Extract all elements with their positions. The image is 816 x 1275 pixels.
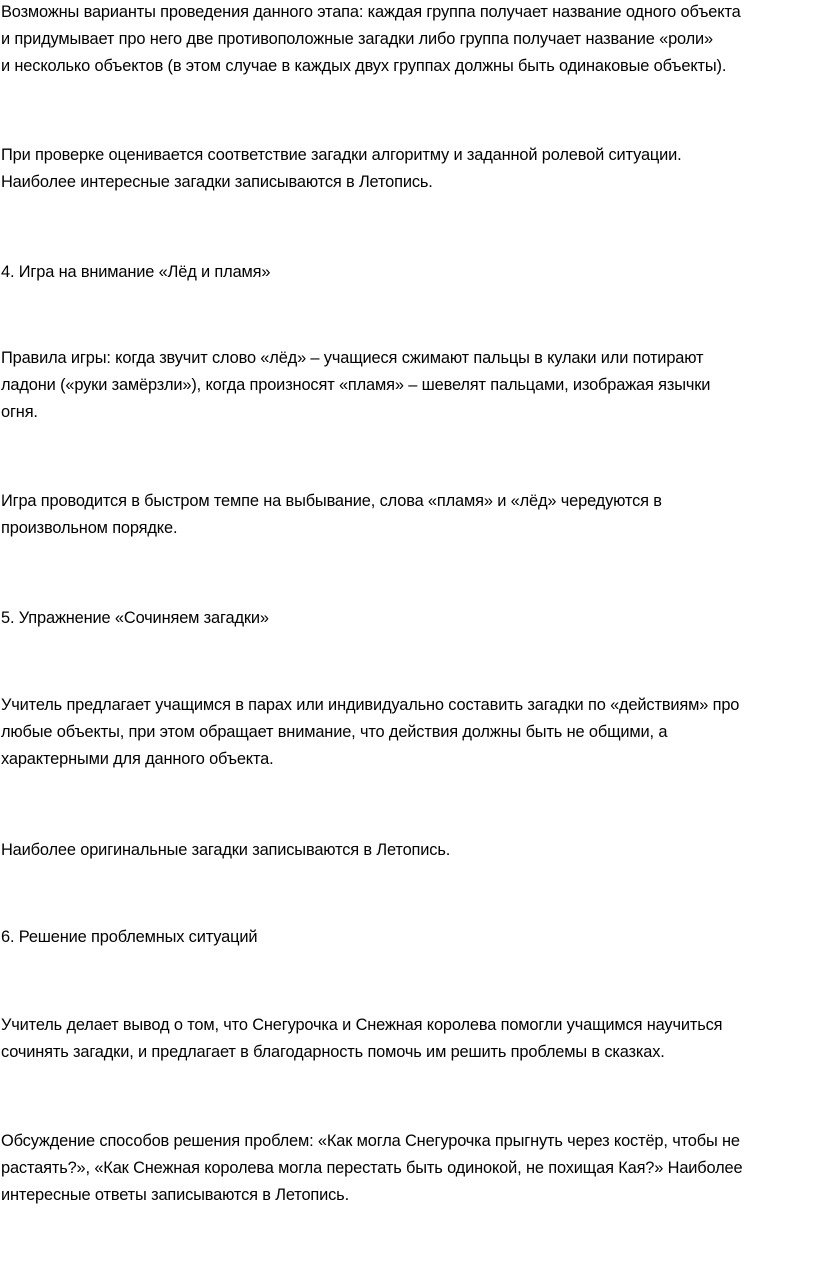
heading-section-4 [1,259,816,286]
section-heading: 5. Упражнение «Сочиняем загадки» [1,609,269,627]
text-line: интересные ответы записываются в Летопись. [1,1186,349,1204]
heading-section-5 [1,605,816,632]
text-line: Наиболее интересные загадки записываются в Летопись. [1,173,433,191]
paragraph-intro-variants [1,0,816,80]
heading-section-6 [1,924,816,951]
text-line: ладони («руки замёрзли»), когда произносят «пламя» – шевелят пальцами, изображая язычки [1,376,711,394]
text-line: характерными для данного объекта. [1,750,274,768]
paragraph-discussion [1,1128,816,1209]
text-line: произвольном порядке. [1,519,178,537]
text-line: Возможны варианты проведения данного этапа: каждая группа получает название одного объекта [1,3,741,21]
text-line: огня. [1,403,38,421]
text-line: любые объекты, при этом обращает внимание, что действия должны быть не общими, а [1,723,668,741]
paragraph-game-rules [1,345,816,426]
text-line: и придумывает про него две противоположные загадки либо группа получает название «роли» [1,30,714,48]
text-line: и несколько объектов (в этом случае в каждых двух группах должны быть одинаковые объекты). [1,57,727,75]
text-line: Обсуждение способов решения проблем: «Как могла Снегурочка прыгнуть через костёр, чтобы не [1,1132,740,1150]
text-line: растаять?», «Как Снежная королева могла перестать быть одинокой, не похищая Кая?» Наиболее [1,1159,743,1177]
paragraph-exercise-description [1,692,816,773]
text-line: Учитель делает вывод о том, что Снегурочка и Снежная королева помогли учащимся научиться [1,1016,723,1034]
text-line: Учитель предлагает учащимся в парах или индивидуально составить загадки по «действиям» про [1,696,740,714]
paragraph-check-criteria [1,142,816,196]
paragraph-teacher-conclusion [1,1012,816,1066]
text-line: Игра проводится в быстром темпе на выбывание, слова «пламя» и «лёд» чередуются в [1,492,662,510]
text-line: Правила игры: когда звучит слово «лёд» – учащиеся сжимают пальцы в кулаки или потирают [1,349,704,367]
text-line: сочинять загадки, и предлагает в благодарность помочь им решить проблемы в сказках. [1,1043,665,1061]
paragraph-game-pace [1,488,816,542]
paragraph-original-riddles [1,837,816,864]
text-line: При проверке оценивается соответствие загадки алгоритму и заданной ролевой ситуации. [1,146,682,164]
section-heading: 4. Игра на внимание «Лёд и пламя» [1,263,271,281]
section-heading: 6. Решение проблемных ситуаций [1,928,258,946]
text-line: Наиболее оригинальные загадки записываются в Летопись. [1,841,451,859]
